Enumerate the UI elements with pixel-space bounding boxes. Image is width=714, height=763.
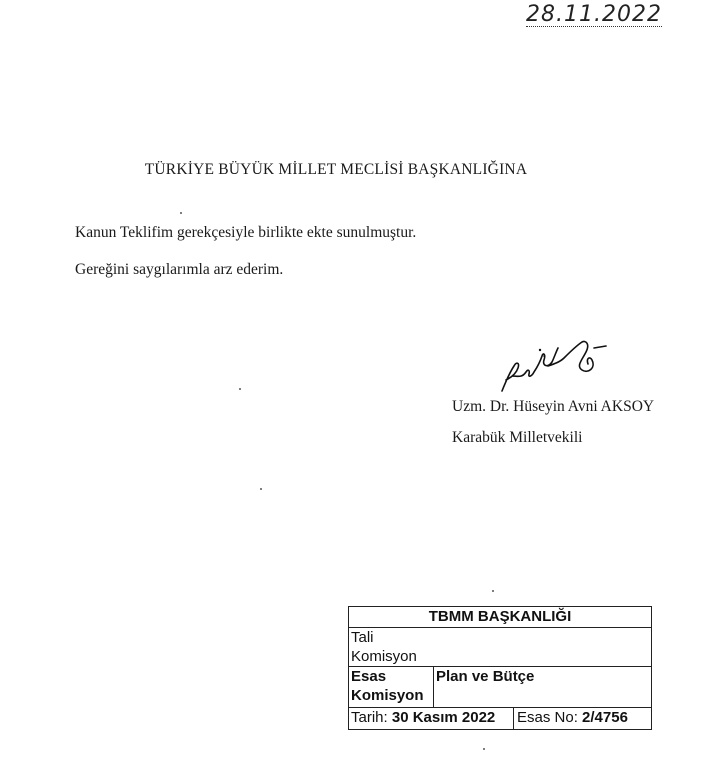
letter-paragraph-1: Kanun Teklifim gerekçesiyle birlikte ekte sunulmuştur. [75, 224, 417, 241]
stamp-title: TBMM BAŞKANLIĞI [349, 607, 651, 628]
scan-speck [180, 212, 182, 214]
esas-komisyon-label [349, 667, 434, 707]
scan-speck [239, 388, 241, 390]
esas-komisyon-value: Plan ve Bütçe [436, 668, 535, 685]
signer-name: Uzm. Dr. Hüseyin Avni AKSOY [452, 398, 655, 415]
stamp-row-esas-komisyon [349, 667, 651, 708]
esas-label-line-1: Esas [351, 668, 387, 685]
handwritten-signature [496, 336, 616, 396]
tali-label-line-2: Komisyon [351, 648, 417, 665]
tali-komisyon-label [349, 628, 647, 666]
letter-heading: TÜRKİYE BÜYÜK MİLLET MECLİSİ BAŞKANLIĞINA [144, 161, 528, 178]
esas-no-value: 2/4756 [582, 709, 628, 726]
letter-paragraph-2: Gereğini saygılarımla arz ederim. [75, 261, 284, 278]
tali-label-line-1: Tali [351, 629, 374, 646]
signer-region: Karabük Milletvekili [452, 429, 583, 446]
stamp-row-tali-komisyon [349, 628, 651, 667]
scan-speck [260, 488, 262, 490]
handwritten-date [526, 2, 662, 27]
esas-label-line-2: Komisyon [351, 687, 424, 704]
handwritten-date-text: 28.11.2022 [526, 2, 662, 27]
stamp-row-tarih [349, 708, 651, 729]
esas-no-label: Esas No: [517, 709, 578, 726]
tarih-label: Tarih: [351, 709, 388, 726]
scan-speck [492, 590, 494, 592]
stamp-tarih [349, 708, 514, 729]
scan-speck [483, 748, 485, 750]
date-dotted-line [526, 26, 662, 27]
stamp-esas-no [514, 708, 628, 729]
tbmm-registry-stamp [348, 606, 652, 730]
tarih-value: 30 Kasım 2022 [391, 709, 496, 726]
